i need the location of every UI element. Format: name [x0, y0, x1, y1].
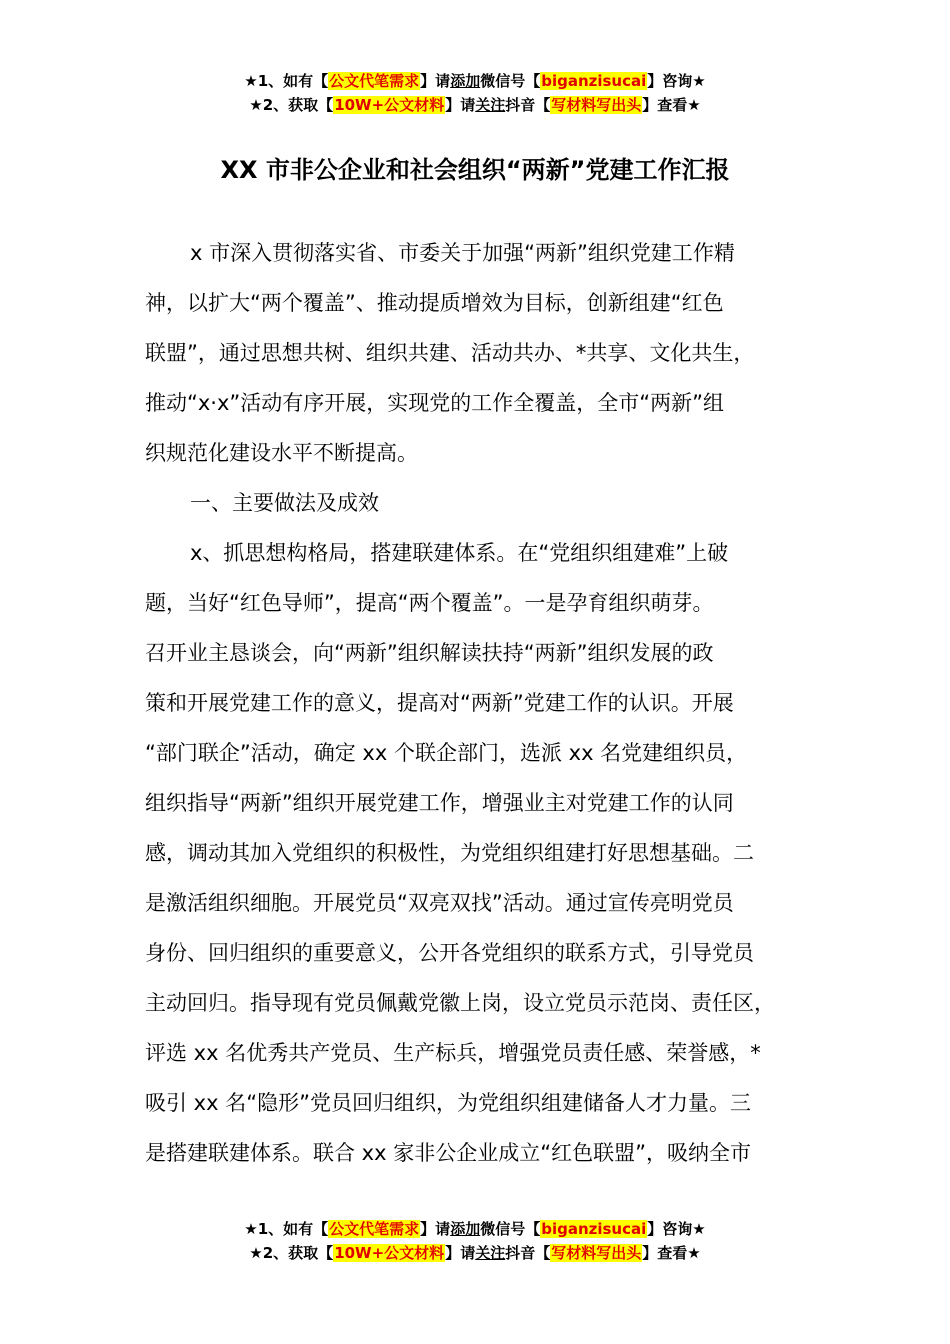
body-line: “部门联企”活动，确定 xx 个联企部门，选派 xx 名党建组织员， — [145, 741, 748, 765]
body-line: 是激活组织细胞。开展党员“双亮双找”活动。通过宣传亮明党员 — [145, 891, 734, 915]
banner-text: 】请 — [445, 1244, 476, 1262]
banner-text: 抖音【 — [505, 96, 551, 114]
banner-douyin-id: 写材料写出头 — [551, 96, 642, 114]
banner-wechat-id: biganzisucai — [541, 1220, 647, 1238]
body-line: 题，当好“红色导师”，提高“两个覆盖”。一是孕育组织萌芽。 — [145, 591, 714, 615]
body-line: 组织指导“两新”组织开展党建工作，增强业主对党建工作的认同 — [145, 791, 734, 815]
body-line: 评选 xx 名优秀共产党员、生产标兵，增强党员责任感、荣誉感，* — [145, 1041, 761, 1065]
banner-text: 】查看★ — [642, 96, 701, 114]
bottom-banner — [0, 1217, 950, 1265]
banner-text: 】咨询★ — [647, 1220, 706, 1238]
banner-text: 】请 — [420, 1220, 451, 1238]
body-line: 召开业主恳谈会，向“两新”组织解读扶持“两新”组织发展的政 — [145, 641, 714, 665]
body-line: 策和开展党建工作的意义，提高对“两新”党建工作的认识。开展 — [145, 691, 734, 715]
top-banner — [0, 69, 950, 117]
body-line: x、抓思想构格局，搭建联建体系。在“党组织组建难”上破 — [190, 541, 729, 565]
banner-text: ★2、获取【 — [249, 1244, 334, 1262]
banner-underlined: 关注 — [475, 96, 506, 114]
body-line: 神，以扩大“两个覆盖”、推动提质增效为目标，创新组建“红色 — [145, 291, 724, 315]
banner-highlight: 10W+公文材料 — [334, 96, 445, 114]
body-line: 推动“x·x”活动有序开展，实现党的工作全覆盖，全市“两新”组 — [145, 391, 725, 415]
document-title: XX 市非公企业和社会组织“两新”党建工作汇报 — [220, 156, 730, 184]
body-line: 织规范化建设水平不断提高。 — [145, 441, 418, 465]
body-line: 联盟”，通过思想共树、组织共建、活动共办、*共享、文化共生， — [145, 341, 755, 365]
body-line: 感，调动其加入党组织的积极性，为党组织组建打好思想基础。二 — [145, 841, 754, 865]
banner-text: 微信号【 — [480, 72, 541, 90]
banner-highlight: 公文代笔需求 — [329, 72, 420, 90]
banner-text: ★1、如有【 — [244, 72, 329, 90]
banner-line-2 — [0, 1241, 950, 1265]
banner-highlight: 公文代笔需求 — [329, 1220, 420, 1238]
banner-underlined: 关注 — [475, 1244, 506, 1262]
body-line: 是搭建联建体系。联合 xx 家非公企业成立“红色联盟”，吸纳全市 — [145, 1141, 751, 1165]
banner-text: 微信号【 — [480, 1220, 541, 1238]
banner-text: 】请 — [445, 96, 476, 114]
body-line: 主动回归。指导现有党员佩戴党徽上岗，设立党员示范岗、责任区， — [145, 991, 775, 1015]
banner-text: ★2、获取【 — [249, 96, 334, 114]
banner-douyin-id: 写材料写出头 — [551, 1244, 642, 1262]
banner-underlined: 添加 — [450, 1220, 481, 1238]
banner-text: 】请 — [420, 72, 451, 90]
banner-text: 】咨询★ — [647, 72, 706, 90]
banner-line-1 — [0, 1217, 950, 1241]
banner-line-1 — [0, 69, 950, 93]
body-line: 身份、回归组织的重要意义，公开各党组织的联系方式，引导党员 — [145, 941, 754, 965]
banner-underlined: 添加 — [450, 72, 481, 90]
body-line: 吸引 xx 名“隐形”党员回归组织，为党组织组建储备人才力量。三 — [145, 1091, 751, 1115]
banner-text: 抖音【 — [505, 1244, 551, 1262]
banner-wechat-id: biganzisucai — [541, 72, 647, 90]
banner-highlight: 10W+公文材料 — [334, 1244, 445, 1262]
body-line: x 市深入贯彻落实省、市委关于加强“两新”组织党建工作精 — [190, 241, 735, 265]
section-heading: 一、主要做法及成效 — [190, 491, 379, 515]
banner-text: 】查看★ — [642, 1244, 701, 1262]
banner-text: ★1、如有【 — [244, 1220, 329, 1238]
document-body — [145, 228, 815, 1178]
banner-line-2 — [0, 93, 950, 117]
